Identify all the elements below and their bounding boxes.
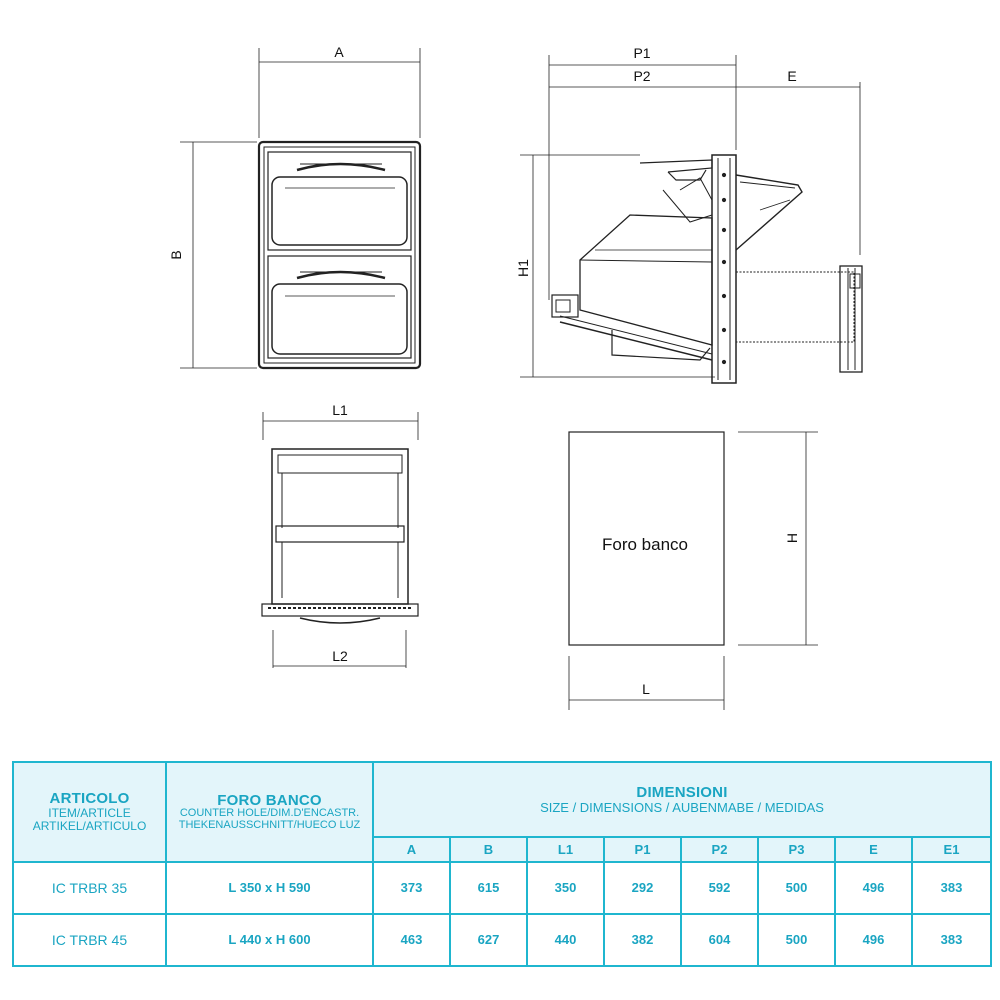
row-value: 500 (758, 914, 835, 966)
row-value: 382 (604, 914, 681, 966)
column-header: E1 (912, 837, 991, 862)
header-article-title: ARTICOLO (49, 790, 130, 808)
row-counter-hole: L 350 x H 590 (166, 862, 373, 914)
column-header: P2 (681, 837, 758, 862)
row-value: 440 (527, 914, 604, 966)
dim-label-b: B (168, 250, 184, 260)
row-value: 350 (527, 862, 604, 914)
row-value: 500 (758, 862, 835, 914)
row-value: 383 (912, 862, 991, 914)
row-value: 373 (373, 862, 450, 914)
row-counter-hole: L 440 x H 600 (166, 914, 373, 966)
front-view (180, 48, 420, 368)
row-value: 496 (835, 914, 912, 966)
spec-table (12, 761, 992, 967)
header-dimensions-sub: SIZE / DIMENSIONS / AUBENMABE / MEDIDAS (540, 799, 824, 815)
row-value: 292 (604, 862, 681, 914)
row-item: IC TRBR 35 (13, 862, 166, 914)
row-value: 592 (681, 862, 758, 914)
header-article-sub2: ARTIKEL/ARTICULO (32, 818, 147, 833)
counter-hole-text: Foro banco (602, 535, 688, 554)
dim-label-l: L (642, 681, 650, 697)
table-row (13, 862, 991, 914)
counter-hole-view (569, 432, 818, 710)
dim-label-a: A (334, 44, 344, 60)
column-header: E (835, 837, 912, 862)
column-header: L1 (527, 837, 604, 862)
column-header: P1 (604, 837, 681, 862)
dim-label-h: H (784, 532, 800, 544)
dim-label-e: E (787, 68, 797, 84)
dim-label-h1: H1 (515, 259, 531, 277)
header-counter-hole (166, 762, 373, 862)
row-value: 604 (681, 914, 758, 966)
header-counter-hole-sub2: THEKENAUSSCHNITT/HUECO LUZ (178, 818, 361, 831)
table-row (13, 914, 991, 966)
header-dimensions-title: DIMENSIONI (636, 783, 728, 801)
dim-label-l2: L2 (332, 648, 348, 664)
top-view (262, 412, 418, 668)
header-dimensions (373, 762, 991, 837)
dim-label-p1: P1 (633, 45, 651, 61)
header-counter-hole-title: FORO BANCO (217, 791, 322, 809)
column-header: A (373, 837, 450, 862)
row-value: 615 (450, 862, 527, 914)
side-view (520, 55, 862, 383)
row-value: 496 (835, 862, 912, 914)
row-item: IC TRBR 45 (13, 914, 166, 966)
row-value: 463 (373, 914, 450, 966)
header-article-sub1: ITEM/ARTICLE (48, 806, 131, 821)
dim-label-l1: L1 (332, 402, 348, 418)
column-header: B (450, 837, 527, 862)
dim-label-p2: P2 (633, 68, 651, 84)
row-value: 383 (912, 914, 991, 966)
row-value: 627 (450, 914, 527, 966)
header-article (13, 762, 166, 862)
column-header: P3 (758, 837, 835, 862)
header-counter-hole-sub1: COUNTER HOLE/DIM.D'ENCASTR. (179, 807, 360, 820)
